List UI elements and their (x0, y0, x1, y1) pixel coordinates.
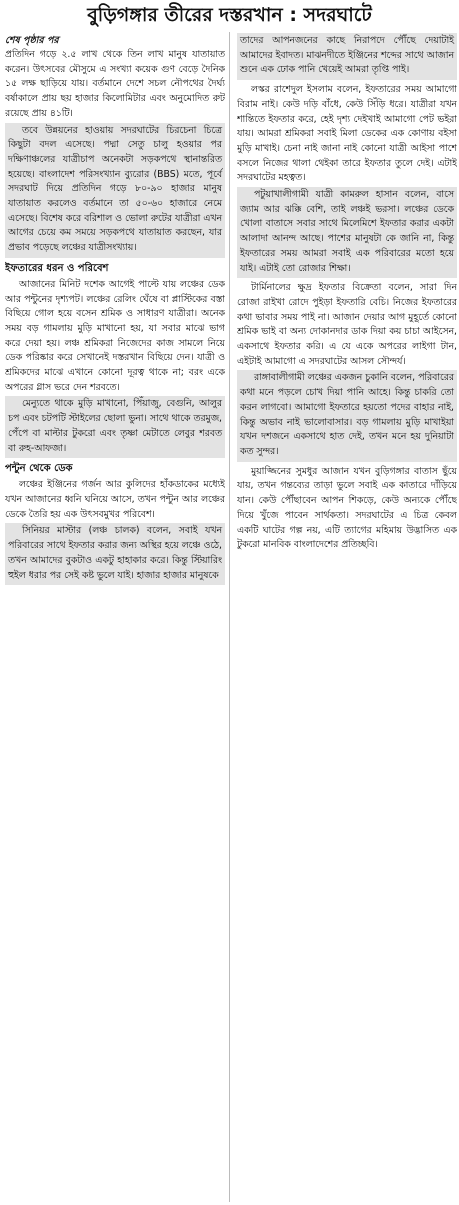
paragraph: লঞ্চের ইঞ্জিনের গর্জন আর কুলিদের হাঁকডাকের মধ্যেই যখন আজানের ধ্বনি ঘনিয়ে আসে, তখন পন্টুন আর লঞ্চের ডেকে তৈরি হয় এক উৎসবমুখর পরিবেশ। (5, 479, 225, 520)
highlight-box (5, 396, 225, 458)
paragraph: পটুয়াখালীগামী যাত্রী কামরুল হাসান বলেন, বাসে জ্যাম আর ঝক্কি বেশি, তাই লঞ্চই ভরসা। লঞ্চের ডেকে খোলা বাতাসে সবার সাথে মিলেমিশে ইফতার করার একটা আলাদা আনন্দ আছে। পাশের মানুষটা কে জানি না, কিন্তু ইফতারের সময় আমরা সবাই এক পরিবারের মতো হয়ে যাই। এটাই তো রোজার শিক্ষা। (240, 189, 454, 274)
paragraph: টার্মিনালের ক্ষুদ্র ইফতার বিক্রেতা বলেন, সারা দিন রোজা রাইখা রোদে পুইড়া ইফতারি বেচি। নিজের ইফতারের কথা ভাবার সময় পাই না। আজান দেয়ার আগ মুহূর্তে কোনো শ্রমিক ভাই বা অন্য দোকানদার ডাক দিয়া কয় চাচা আইসেন, একসাথে ইফতার করি। এ যে একে অপরের লাইগা টান, এইটাই আমাগো এ সদরঘাটের আসল সৌন্দর্য। (237, 282, 457, 367)
highlight-box (237, 370, 457, 461)
highlight-box (5, 123, 225, 258)
paragraph: মেন্যুতে থাকে মুড়ি মাখানো, পিঁয়াজু, বেগুনি, আলুর চপ এবং চটপটি স্টাইলের ছোলা ভুনা। সাথে থাকে তরমুজ, পেঁপে বা মাল্টার টুকরো এবং তৃষ্ণা মেটাতে লেবুর শরবত বা রুহ-আফজা। (8, 398, 222, 454)
headline: বুড়িগঙ্গার তীরের দস্তরখান : সদরঘাটে (87, 4, 372, 26)
paragraph: প্রতিদিন গড়ে ২.৫ লাখ থেকে তিন লাখ মানুষ যাতায়াত করেন। উৎসবের মৌসুমে এ সংখ্যা কয়েক গুণ বেড়ে দৈনিক ১৫ লক্ষ ছাড়িয়ে যায়। বর্তমানে দেশে সচল নৌপথের দৈর্ঘ্য বর্ষাকালে প্রায় ছয় হাজার কিলোমিটার এবং অনুমোদিত রুট রয়েছে প্রায় ৪১টি। (5, 49, 225, 119)
column-divider (229, 32, 230, 1202)
article-column-right (237, 33, 457, 1203)
paragraph: আজানের মিনিট দশেক আগেই পাল্টে যায় লঞ্চের ডেক আর পন্টুনের দৃশ্যপট। লঞ্চের রেলিং ঘেঁষে বা প্লাস্টিকের বস্তা বিছিয়ে গোল হয়ে বসেন শ্রমিক ও সাধারণ যাত্রীরা। অনেক সময় বড় গামলায় মুড়ি মাখানো হয়, যা সবার মাঝে ভাগ করে দেয়া হয়। লঞ্চ শ্রমিকরা নিজেদের কাজ সামলে নিয়ে ডেক পরিষ্কার করে সেখানেই দস্তরখান বিছিয়ে দেন। যাত্রী ও শ্রমিকদের মাঝে এখানে কোনো দূরত্ব থাকে না; বরং একে অপরের গ্লাস ভরে দেন শরবতে। (5, 278, 225, 393)
subheading: ইফতারের ধরন ও পরিবেশ (5, 262, 109, 274)
paragraph: রাঙ্গাবালীগামী লঞ্চের একজন চুকানি বলেন, পরিবারের কথা মনে পড়লে চোখ দিয়া পানি আহে। কিন্তু চাকরি তো করন লাগবো। আমাগো ইফতারে হয়তো পদের বাহার নাই, কিন্তু অভাব নাই ভালোবাসার। বড় গামলায় মুড়ি মাখাইয়া যখন দশজনে একসাথে হাত দেই, তখন মনে হয় দুনিয়াটা কত সুন্দর। (240, 372, 454, 457)
highlight-box (5, 523, 225, 585)
highlight-box (237, 33, 457, 80)
article-column-left (5, 33, 225, 1203)
paragraph: মুয়াজ্জিনের সুমধুর আজান যখন বুড়িগঙ্গার বাতাস ছুঁয়ে যায়, তখন গন্তব্যের তাড়া ভুলে সবাই এক কাতারে দাঁড়িয়ে যান। কেউ পৌঁছাবেন আপন শিকড়ে, কেউ অন্যকে পৌঁছে দিয়ে খুঁজে পাবেন সার্থকতা। সদরঘাটের এ চিত্র কেবল একটি ঘাটের গল্প নয়, এটি ত্যাগের মহিমায় উদ্ভাসিত এক টুকরো মানবিক বাংলাদেশের প্রতিচ্ছবি। (237, 465, 457, 551)
subheading: পন্টুন থেকে ডেক (5, 463, 73, 475)
continued-tag: শেষ পৃষ্ঠার পর (5, 35, 59, 46)
paragraph: তাদের আপনজনের কাছে নিরাপদে পৌঁছে দেয়াটাই আমাদের ইবাদত। মাঝনদীতে ইঞ্জিনের শব্দের সাথে আজান শুনে এক ঢোক পানি খেয়েই আমরা তৃপ্তি পাই। (240, 35, 454, 76)
paragraph: তবে উন্নয়নের হাওয়ায় সদরঘাটের চিরচেনা চিত্রে কিছুটা বদল এসেছে। পদ্মা সেতু চালু হওয়ার পর দক্ষিণাঞ্চলের যাত্রীচাপ অনেকটা সড়কপথে স্থানান্তরিত হয়েছে। বাংলাদেশ পরিসংখ্যান ব্যুরোর (BBS) মতে, পূর্বে সদরঘাট দিয়ে প্রতিদিন গড়ে ৮০-৯০ হাজার মানুষ যাতায়াত করলেও বর্তমানে তা ৫০-৬০ হাজারে নেমে এসেছে। বিশেষ করে বরিশাল ও ভোলা রুটের যাত্রীরা এখন আগের চেয়ে কম সময়ে সড়কপথে যাতায়াত করছেন, যার প্রভাব পড়েছে লঞ্চের যাত্রীসংখ্যায়। (8, 124, 222, 254)
paragraph: সিনিয়র মাস্টার (লঞ্চ চালক) বলেন, সবাই যখন পরিবারের সাথে ইফতার করার জন্য অস্থির হয়ে লঞ্চে ওঠে, তখন আমাদের বুকটাও একটু হাহাকার করে। কিন্তু স্টিয়ারিং হুইল ধরার পর সেই কষ্ট ভুলে যাই। হাজার হাজার মানুষকে (8, 525, 222, 581)
highlight-box (237, 187, 457, 278)
paragraph: লস্কর রাশেদুল ইসলাম বলেন, ইফতারের সময় আমাগো বিরাম নাই। কেউ দড়ি বাঁধে, কেউ সিঁড়ি ধরে। যাত্রীরা যখন শান্তিতে ইফতার করে, হেই দৃশ্য দেইখাই আমাগো পেট ভইরা যায়। আমরা শ্রমিকরা সবাই মিলা ডেকের এক কোণায় বইসা মুড়ি মাখাই। চেনা নাই জানা নাই কোনো যাত্রী আইসা পাশে বসলে নিজের থালা থেইকা তারে ইফতার তুলে দেই। এটাই সদরঘাটের মহত্বত। (237, 84, 457, 184)
